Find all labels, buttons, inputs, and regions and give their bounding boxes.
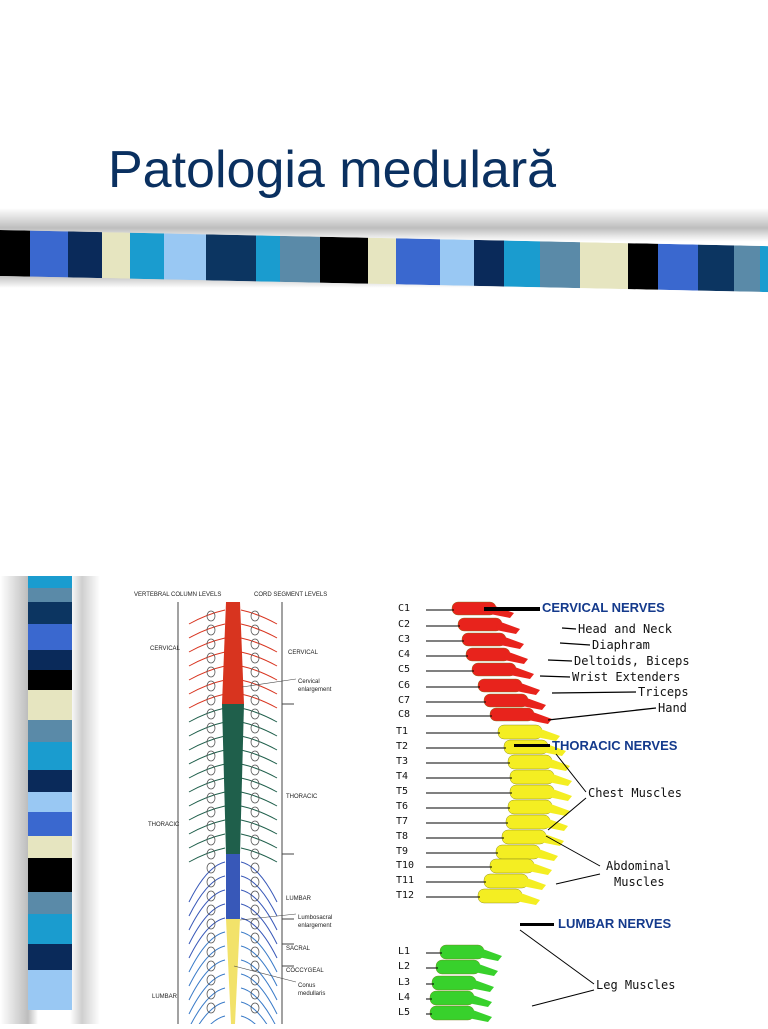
cervical-nerves-header: CERVICAL NERVES xyxy=(542,600,665,615)
vertebra-body xyxy=(484,694,528,707)
foramen-ring xyxy=(207,737,215,747)
vertebra-level-label: T9 xyxy=(396,846,409,857)
foramen-ring xyxy=(207,849,215,859)
vertebra-body xyxy=(502,830,546,844)
muscle-diaphram: Diaphram xyxy=(592,638,650,652)
band-segment xyxy=(28,944,72,970)
lumbar-nerves-header: LUMBAR NERVES xyxy=(558,916,672,931)
band-segment xyxy=(28,670,72,690)
band-segment xyxy=(28,624,72,650)
muscle-head-and-neck: Head and Neck xyxy=(578,622,672,636)
foramen-ring xyxy=(207,779,215,789)
vertebra-body xyxy=(478,679,522,692)
vertebra-level-label: T2 xyxy=(396,741,409,752)
band-segment xyxy=(102,232,130,279)
band-segment xyxy=(28,690,72,720)
foramen-ring xyxy=(251,681,259,691)
foramen-ring xyxy=(251,723,259,733)
vertebra-level-label: L3 xyxy=(398,977,411,988)
vertebra-level-label: L4 xyxy=(398,992,411,1003)
thoracic-nerves-header: THORACIC NERVES xyxy=(552,738,678,753)
vertebra-body xyxy=(436,960,480,974)
muscle-triceps: Triceps xyxy=(638,685,689,699)
foramen-ring xyxy=(207,765,215,775)
muscle-wrist-extenders: Wrist Extenders xyxy=(572,670,681,684)
right-label-thoracic: THORACIC xyxy=(286,794,318,800)
right-label-sacral: SACRAL xyxy=(286,946,311,952)
foramen-ring xyxy=(251,821,259,831)
band-segment xyxy=(28,602,72,624)
foramen-ring xyxy=(251,779,259,789)
vertebra-level-label: C2 xyxy=(398,619,411,630)
band-segment xyxy=(256,235,280,282)
muscle-chest: Chest Muscles xyxy=(588,786,682,800)
vertebra-body xyxy=(472,663,516,676)
band-segment xyxy=(28,892,72,914)
slide-title: Patologia medulară xyxy=(108,141,557,199)
band-segment xyxy=(28,720,72,742)
band-segment xyxy=(164,233,206,280)
vertebra-body xyxy=(430,991,474,1005)
spinous-process xyxy=(516,892,540,905)
band-segment xyxy=(760,246,768,292)
vertebra-body xyxy=(432,976,476,990)
foramen-ring xyxy=(207,793,215,803)
band-segment xyxy=(580,242,628,289)
foramen-ring xyxy=(207,611,215,621)
right-label-cervical: CERVICAL xyxy=(288,650,318,656)
muscle-hand: Hand xyxy=(658,701,687,715)
muscle-deltoids-biceps: Deltoids, Biceps xyxy=(574,654,690,668)
band-segment xyxy=(28,576,72,588)
band-segment xyxy=(206,234,256,281)
band-segment xyxy=(698,245,734,292)
band-segment xyxy=(28,836,72,858)
vertebra-body xyxy=(508,755,552,769)
vertebra-level-label: C6 xyxy=(398,680,411,691)
band-segment xyxy=(28,792,72,812)
spinous-process xyxy=(478,948,502,961)
spinous-process xyxy=(528,862,552,875)
vertebra-level-label: L1 xyxy=(398,946,411,957)
spinous-process xyxy=(522,877,546,890)
spinous-process xyxy=(468,994,492,1007)
nerve-rootlet xyxy=(241,1002,277,1024)
foramen-ring xyxy=(251,807,259,817)
band-segment xyxy=(68,231,102,278)
band-segment xyxy=(28,588,72,602)
vertebra-level-label: T4 xyxy=(396,771,409,782)
vertebra-level-label: T8 xyxy=(396,831,409,842)
vertebra-level-label: T11 xyxy=(396,875,415,886)
foramen-ring xyxy=(251,737,259,747)
vertebra-level-label: L5 xyxy=(398,1007,411,1018)
foramen-ring xyxy=(207,807,215,817)
vertebra-level-label: C1 xyxy=(398,603,411,614)
foramen-ring xyxy=(207,667,215,677)
band-segment xyxy=(368,238,396,285)
vertebra-level-label: C4 xyxy=(398,649,411,660)
spinous-process xyxy=(516,682,540,695)
band-segment xyxy=(628,243,658,290)
vertebra-level-label: L2 xyxy=(398,961,411,972)
left-label-thoracic: THORACIC xyxy=(148,822,180,828)
left-label-lumbar: LUMBAR xyxy=(152,994,178,1000)
spinous-process xyxy=(548,788,572,801)
band-segment xyxy=(0,230,30,277)
foramen-ring xyxy=(207,723,215,733)
band-segment xyxy=(30,231,68,278)
right-label-conus-medullaris: Conus medullaris xyxy=(298,983,326,997)
foramen-ring xyxy=(251,835,259,845)
vertebra-body xyxy=(510,785,554,799)
band-segment xyxy=(280,236,320,283)
vertebra-level-label: C7 xyxy=(398,695,411,706)
vertebra-level-label: T5 xyxy=(396,786,409,797)
vertebra-level-label: T7 xyxy=(396,816,409,827)
cord-levels-header: CORD SEGMENT LEVELS xyxy=(254,592,328,598)
band-segment xyxy=(474,240,504,287)
spinous-process xyxy=(474,963,498,976)
vertebra-level-label: C8 xyxy=(398,709,411,720)
vertebra-level-label: T6 xyxy=(396,801,409,812)
band-segment xyxy=(540,241,580,288)
vertebra-level-label: T12 xyxy=(396,890,415,901)
spinous-process xyxy=(534,848,558,861)
foramen-ring xyxy=(251,709,259,719)
foramen-ring xyxy=(251,653,259,663)
foramen-ring xyxy=(251,611,259,621)
foramen-ring xyxy=(207,821,215,831)
vertebra-body xyxy=(490,708,534,721)
foramen-ring xyxy=(251,793,259,803)
foramen-ring xyxy=(251,849,259,859)
muscle-abdominal: Abdominal xyxy=(606,859,672,873)
vertebra-level-label: C5 xyxy=(398,664,411,675)
vertebra-level-label: T1 xyxy=(396,726,409,737)
foramen-ring xyxy=(251,667,259,677)
vertebra-level-label: T3 xyxy=(396,756,409,767)
spinous-process xyxy=(504,651,528,664)
spinous-process xyxy=(548,773,572,786)
vertebra-body xyxy=(508,800,552,814)
spinous-process xyxy=(468,1009,492,1022)
band-segment xyxy=(130,233,164,280)
band-segment xyxy=(28,812,72,836)
band-segment xyxy=(320,237,368,284)
right-label-lumbar: LUMBAR xyxy=(286,896,312,902)
foramen-ring xyxy=(207,751,215,761)
spinous-process xyxy=(496,621,520,634)
spinous-process xyxy=(470,979,494,992)
vertebra-body xyxy=(496,845,540,859)
band-segment xyxy=(28,742,72,770)
foramen-ring xyxy=(207,709,215,719)
vertebra-level-label: T10 xyxy=(396,860,415,871)
spinous-process xyxy=(510,666,534,679)
band-segment xyxy=(396,238,440,285)
band-segment xyxy=(28,770,72,792)
band-segment xyxy=(504,241,540,288)
foramen-ring xyxy=(207,695,215,705)
spinous-process xyxy=(500,636,524,649)
foramen-ring xyxy=(251,695,259,705)
band-segment xyxy=(28,858,72,892)
vertebra-body xyxy=(490,859,534,873)
vertebra-level-label: C3 xyxy=(398,634,411,645)
vertical-decorative-band xyxy=(28,576,72,1024)
muscle-leg: Leg Muscles xyxy=(596,978,676,992)
vertebra-body xyxy=(466,648,510,661)
spinous-process xyxy=(490,605,514,618)
spinous-process xyxy=(546,758,570,771)
foramen-ring xyxy=(251,639,259,649)
vertebra-body xyxy=(462,633,506,646)
vertebra-body xyxy=(510,770,554,784)
foramen-ring xyxy=(207,639,215,649)
vertebral-levels-header: VERTEBRAL COLUMN LEVELS xyxy=(134,592,222,598)
left-label-cervical: CERVICAL xyxy=(150,646,180,652)
foramen-ring xyxy=(207,625,215,635)
band-segment xyxy=(440,239,474,286)
muscle-abdominal-2: Muscles xyxy=(614,875,665,889)
foramen-ring xyxy=(251,765,259,775)
vertebra-body xyxy=(478,889,522,903)
band-segment xyxy=(28,650,72,670)
vertebra-body xyxy=(498,725,542,739)
right-label-lumbosacral-enlargement: Lumbosacral enlargement xyxy=(298,915,333,929)
spinal-nerves-diagram xyxy=(372,594,716,1024)
band-segment xyxy=(28,970,72,1010)
foramen-ring xyxy=(207,653,215,663)
foramen-ring xyxy=(251,751,259,761)
spinous-process xyxy=(528,711,552,724)
vertebra-body xyxy=(506,815,550,829)
cord-segment-diagram xyxy=(130,584,344,1024)
foramen-ring xyxy=(207,835,215,845)
spinous-process xyxy=(544,818,568,831)
vertebra-body xyxy=(484,874,528,888)
foramen-ring xyxy=(251,625,259,635)
band-segment xyxy=(734,245,760,292)
right-label-coccygeal: COCCYGEAL xyxy=(286,968,324,974)
nerve-rootlet xyxy=(189,1002,225,1024)
band-segment xyxy=(658,244,698,291)
right-label-cervical-enlargement: Cervical enlargement xyxy=(298,679,332,693)
vertebra-body xyxy=(430,1006,474,1020)
vertebra-body xyxy=(458,618,502,631)
vertebra-body xyxy=(440,945,484,959)
foramen-ring xyxy=(207,681,215,691)
band-segment xyxy=(28,914,72,944)
